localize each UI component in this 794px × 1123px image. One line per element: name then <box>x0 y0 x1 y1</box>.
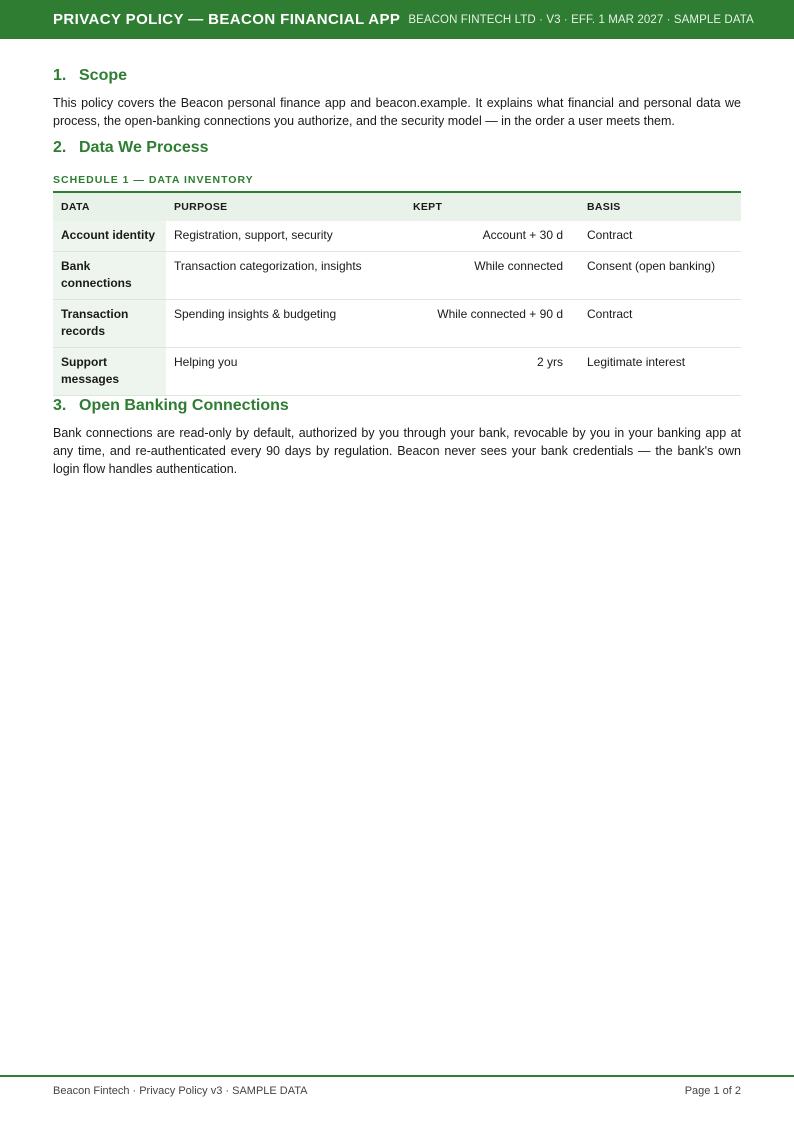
data-inventory-table <box>53 191 741 396</box>
section-heading-open-banking <box>53 397 289 415</box>
cell-kept: 2 yrs <box>405 348 571 396</box>
section-title: Data We Process <box>79 139 209 156</box>
section-body-open-banking: Bank connections are read-only by default, authorized by you through your bank, revocable by you in your banking app at any time, and re-authenticated every 90 days by regulation. Beacon never sees your bank credentials — the bank's own login flow handles authentication. <box>53 426 741 476</box>
footer-divider <box>0 1075 794 1077</box>
cell-data-line2: connections <box>61 276 132 290</box>
cell-basis: Legitimate interest <box>571 348 741 396</box>
column-header-basis: BASIS <box>571 192 741 221</box>
cell-data-line2: records <box>61 324 106 338</box>
cell-data-line2: messages <box>61 372 120 386</box>
cell-purpose: Spending insights & budgeting <box>166 300 405 348</box>
section-title: Open Banking Connections <box>79 397 289 414</box>
section-number: 2. <box>53 139 67 156</box>
cell-data: Bank connections <box>53 252 166 300</box>
section-number: 3. <box>53 397 67 414</box>
cell-purpose: Registration, support, security <box>166 221 405 252</box>
page-number: Page 1 of 2 <box>684 1085 741 1097</box>
cell-purpose: Helping you <box>166 348 405 396</box>
cell-data: Account identity <box>53 221 166 252</box>
table-row <box>53 252 741 300</box>
section-heading-scope <box>53 67 127 85</box>
section-number: 1. <box>53 67 67 84</box>
cell-kept: While connected + 90 d <box>405 300 571 348</box>
column-header-kept: KEPT <box>405 192 571 221</box>
table-row <box>53 221 741 252</box>
cell-purpose: Transaction categorization, insights <box>166 252 405 300</box>
column-header-purpose: PURPOSE <box>166 192 405 221</box>
header-bar <box>0 0 794 39</box>
document-title: PRIVACY POLICY — BEACON FINANCIAL APP <box>53 11 401 28</box>
table-row <box>53 348 741 396</box>
section-body-scope: This policy covers the Beacon personal finance app and beacon.example. It explains what financial and personal data we process, the open-banking connections you authorize, and the security model — in the order a user meets them. <box>53 96 741 128</box>
cell-kept: While connected <box>405 252 571 300</box>
footer-text: Beacon Fintech · Privacy Policy v3 · SAMPLE DATA <box>53 1085 308 1097</box>
cell-kept: Account + 30 d <box>405 221 571 252</box>
cell-data: Transaction records <box>53 300 166 348</box>
schedule-label: SCHEDULE 1 — DATA INVENTORY <box>53 174 254 186</box>
cell-basis: Contract <box>571 300 741 348</box>
document-meta: BEACON FINTECH LTD · V3 · EFF. 1 MAR 2027 · SAMPLE DATA <box>408 13 754 26</box>
cell-basis: Contract <box>571 221 741 252</box>
section-heading-data <box>53 139 209 157</box>
cell-basis: Consent (open banking) <box>571 252 741 300</box>
section-title: Scope <box>79 67 128 84</box>
column-header-data: DATA <box>53 192 166 221</box>
cell-data: Support messages <box>53 348 166 396</box>
table-row <box>53 300 741 348</box>
table-header-row <box>53 192 741 221</box>
